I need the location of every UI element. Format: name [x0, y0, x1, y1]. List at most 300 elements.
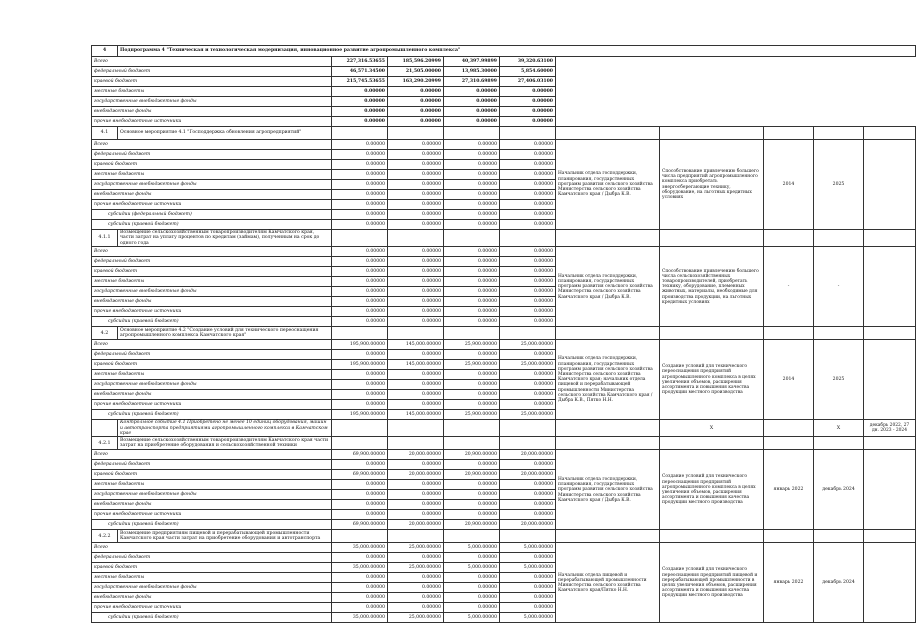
- budget-value: 0.00000: [444, 317, 500, 327]
- budget-value: 0.00000: [388, 117, 444, 127]
- empty-cell: [444, 327, 500, 340]
- empty-cell: [500, 530, 556, 543]
- budget-value: 0.00000: [388, 247, 444, 257]
- budget-source-label: федеральный бюджет: [92, 460, 332, 470]
- budget-value: 20,000.00000: [500, 520, 556, 530]
- empty-cell: [764, 530, 814, 543]
- empty-cell: [388, 530, 444, 543]
- empty-cell: [814, 127, 864, 140]
- budget-value: 0.00000: [444, 370, 500, 380]
- budget-value: 0.00000: [500, 350, 556, 360]
- budget-value: 0.00000: [500, 210, 556, 220]
- checkpoint-date: декабрь 2022, 27 дн. 2023 - 2024: [864, 420, 916, 437]
- empty-cell: [556, 57, 916, 127]
- budget-value: 0.00000: [388, 210, 444, 220]
- empty-cell: [764, 420, 814, 437]
- start-date: 2014: [764, 340, 814, 420]
- budget-value: 0.00000: [332, 500, 388, 510]
- budget-value: 0.00000: [444, 170, 500, 180]
- budget-value: 0.00000: [388, 307, 444, 317]
- budget-value: 0.00000: [444, 107, 500, 117]
- end-date: -: [814, 247, 864, 327]
- budget-value: 0.00000: [388, 460, 444, 470]
- budget-value: 20,900.00000: [444, 520, 500, 530]
- budget-source-label: прочие внебюджетные источники: [92, 200, 332, 210]
- budget-value: 0.00000: [500, 87, 556, 97]
- budget-value: 0.00000: [332, 87, 388, 97]
- budget-value: 0.00000: [388, 390, 444, 400]
- expected-result: Создание условий для технического переоснащения предприятий пищевой и перерабатывающей промышленности в целях увеличения объемов, расширения ассортимента и повышения качества продукции местного производства: [660, 543, 764, 623]
- budget-value: 0.00000: [388, 593, 444, 603]
- empty-cell: [556, 530, 660, 543]
- budget-value: 0.00000: [444, 307, 500, 317]
- budget-value: 0.00000: [388, 87, 444, 97]
- empty-cell: [444, 530, 500, 543]
- empty-cell: [388, 437, 444, 450]
- budget-value: 0.00000: [332, 200, 388, 210]
- budget-value: 0.00000: [500, 97, 556, 107]
- budget-source-label: внебюджетные фонды: [92, 297, 332, 307]
- budget-value: 0.00000: [444, 490, 500, 500]
- budget-value: 0.00000: [444, 593, 500, 603]
- budget-value: 39,320.63100: [500, 57, 556, 67]
- budget-value: 5,000.00000: [444, 563, 500, 573]
- budget-value: 69,900.00000: [332, 520, 388, 530]
- budget-source-label: Всего: [92, 247, 332, 257]
- budget-value: 0.00000: [388, 267, 444, 277]
- empty-cell: [556, 127, 660, 140]
- budget-value: 163,290.20999: [388, 77, 444, 87]
- event-index: 4.1.1: [92, 230, 118, 247]
- budget-source-label: местные бюджеты: [92, 480, 332, 490]
- empty-cell: [814, 437, 864, 450]
- budget-value: 0.00000: [388, 220, 444, 230]
- budget-value: 0.00000: [500, 370, 556, 380]
- empty-cell: [864, 140, 916, 230]
- event-title: Возмещение предприятиям пищевой и перерабатывающей промышленности Камчатского края части затрат на приобретение оборудования и автотранспорта: [118, 530, 332, 543]
- budget-value: 195,900.00000: [332, 360, 388, 370]
- end-date: декабрь 2024: [814, 450, 864, 530]
- budget-value: 25,000.00000: [500, 410, 556, 420]
- empty-cell: [556, 437, 660, 450]
- budget-value: 0.00000: [388, 190, 444, 200]
- budget-value: 5,854.60000: [500, 67, 556, 77]
- budget-value: 0.00000: [388, 317, 444, 327]
- empty-cell: [660, 230, 764, 247]
- budget-value: 0.00000: [444, 277, 500, 287]
- budget-value: 0.00000: [500, 140, 556, 150]
- budget-value: 0.00000: [388, 200, 444, 210]
- budget-source-label: краевой бюджет: [92, 563, 332, 573]
- budget-value: 0.00000: [388, 257, 444, 267]
- budget-value: 20,000.00000: [500, 450, 556, 460]
- budget-value: 20,900.00000: [444, 450, 500, 460]
- budget-value: 35,000.00000: [332, 613, 388, 623]
- budget-source-label: прочие внебюджетные источники: [92, 603, 332, 613]
- budget-value: 0.00000: [444, 573, 500, 583]
- budget-value: 0.00000: [500, 380, 556, 390]
- expected-result: Создание условий для технического переоснащения предприятий агропромышленного комплекса в целях увеличения объемов, расширения ассортимента и повышения качества продукции местного производства: [660, 340, 764, 420]
- empty-cell: [556, 327, 660, 340]
- budget-value: 0.00000: [444, 97, 500, 107]
- budget-value: 0.00000: [388, 583, 444, 593]
- budget-value: 0.00000: [388, 603, 444, 613]
- budget-value: 27,406.03100: [500, 77, 556, 87]
- budget-source-label: прочие внебюджетные источники: [92, 307, 332, 317]
- budget-value: 69,900.00000: [332, 470, 388, 480]
- budget-value: 0.00000: [388, 180, 444, 190]
- budget-table: [91, 45, 916, 623]
- budget-value: 35,000.00000: [332, 563, 388, 573]
- budget-value: 0.00000: [500, 287, 556, 297]
- budget-source-label: государственные внебюджетные фонды: [92, 490, 332, 500]
- budget-value: 0.00000: [500, 490, 556, 500]
- expected-result: Создание условий для технического переоснащения предприятий агропромышленного комплекса в целях увеличения объемов, расширения ассортимента и повышения качества продукции местного производства: [660, 450, 764, 530]
- budget-value: 0.00000: [332, 210, 388, 220]
- budget-source-label: Всего: [92, 57, 332, 67]
- event-title: Основное мероприятие 4.1 "Господдержка обновления агропредприятий": [118, 127, 332, 140]
- budget-source-label: прочие внебюджетные источники: [92, 400, 332, 410]
- budget-source-label: субсидии (краевой бюджет): [92, 613, 332, 623]
- budget-row: [92, 450, 916, 460]
- budget-row: [92, 543, 916, 553]
- budget-value: 0.00000: [500, 200, 556, 210]
- budget-value: 20,900.00000: [444, 470, 500, 480]
- budget-value: 0.00000: [332, 307, 388, 317]
- event-title-row: [92, 437, 916, 450]
- empty-cell: [814, 327, 864, 340]
- budget-value: 0.00000: [500, 500, 556, 510]
- budget-source-label: краевой бюджет: [92, 267, 332, 277]
- budget-value: 0.00000: [388, 97, 444, 107]
- budget-row: [92, 140, 916, 150]
- budget-source-label: прочие внебюджетные источники: [92, 117, 332, 127]
- budget-value: 195,900.00000: [332, 340, 388, 350]
- budget-value: 0.00000: [388, 140, 444, 150]
- budget-value: 0.00000: [444, 257, 500, 267]
- program-budget-row: [92, 57, 916, 67]
- budget-source-label: местные бюджеты: [92, 370, 332, 380]
- event-title: Основное мероприятие 4.2 "Создание условий для технического переоснащения агропромышленного комплекса Камчатского края": [118, 327, 332, 340]
- budget-value: 0.00000: [444, 160, 500, 170]
- budget-value: 0.00000: [388, 150, 444, 160]
- budget-table-sheet: [91, 45, 911, 623]
- empty-cell: [864, 437, 916, 450]
- empty-cell: [388, 230, 444, 247]
- budget-value: 0.00000: [500, 277, 556, 287]
- empty-cell: [92, 420, 118, 437]
- empty-cell: [764, 127, 814, 140]
- budget-value: 27,310.69899: [444, 77, 500, 87]
- budget-value: 0.00000: [444, 287, 500, 297]
- budget-value: 0.00000: [500, 297, 556, 307]
- budget-value: 0.00000: [332, 573, 388, 583]
- budget-source-label: местные бюджеты: [92, 277, 332, 287]
- budget-source-label: краевой бюджет: [92, 160, 332, 170]
- budget-value: 0.00000: [332, 117, 388, 127]
- budget-row: [92, 247, 916, 257]
- start-date: январь 2022: [764, 543, 814, 623]
- empty-cell: [660, 530, 764, 543]
- budget-source-label: государственные внебюджетные фонды: [92, 380, 332, 390]
- budget-value: 0.00000: [332, 297, 388, 307]
- budget-value: 0.00000: [444, 180, 500, 190]
- empty-cell: [500, 127, 556, 140]
- budget-value: 0.00000: [444, 603, 500, 613]
- budget-value: 0.00000: [388, 510, 444, 520]
- event-index: 4.1: [92, 127, 118, 140]
- budget-value: 0.00000: [500, 160, 556, 170]
- budget-value: 0.00000: [444, 200, 500, 210]
- budget-value: 0.00000: [444, 380, 500, 390]
- empty-cell: [764, 327, 814, 340]
- budget-value: 5,000.00000: [444, 543, 500, 553]
- budget-value: 0.00000: [332, 247, 388, 257]
- program-title: Подпрограмма 4 "Техническая и технологическая модернизация, инновационное развитие агропромышленного комплекса": [118, 46, 916, 57]
- budget-value: 0.00000: [332, 190, 388, 200]
- empty-cell: [332, 420, 388, 437]
- budget-source-label: государственные внебюджетные фонды: [92, 583, 332, 593]
- budget-value: 0.00000: [332, 490, 388, 500]
- budget-value: 0.00000: [332, 583, 388, 593]
- budget-value: 0.00000: [388, 160, 444, 170]
- empty-cell: [864, 127, 916, 140]
- responsible-person: Начальник отдела пищевой и перерабатывающей промышленности Министерства сельского хозяйства Камчатского края/Пятко Н.Н.: [556, 543, 660, 623]
- start-date: -: [764, 247, 814, 327]
- budget-value: 0.00000: [332, 317, 388, 327]
- empty-cell: [388, 127, 444, 140]
- budget-value: 21,505.00000: [388, 67, 444, 77]
- event-title: Возмещение сельскохозяйственным товаропроизводителям Камчатского края части затрат на приобретение оборудования и сельскохозяйственной техники: [118, 437, 332, 450]
- budget-source-label: внебюджетные фонды: [92, 190, 332, 200]
- budget-value: 0.00000: [444, 553, 500, 563]
- budget-value: 0.00000: [332, 603, 388, 613]
- budget-value: 145,000.00000: [388, 410, 444, 420]
- budget-value: 0.00000: [500, 603, 556, 613]
- budget-value: 0.00000: [388, 170, 444, 180]
- budget-value: 145,000.00000: [388, 340, 444, 350]
- budget-value: 0.00000: [388, 380, 444, 390]
- budget-source-label: краевой бюджет: [92, 77, 332, 87]
- budget-value: 0.00000: [388, 370, 444, 380]
- budget-value: 0.00000: [500, 220, 556, 230]
- budget-value: 0.00000: [444, 247, 500, 257]
- budget-value: 35,000.00000: [332, 543, 388, 553]
- empty-cell: [864, 543, 916, 623]
- budget-value: 0.00000: [332, 593, 388, 603]
- budget-value: 0.00000: [332, 180, 388, 190]
- event-title: Возмещение сельскохозяйственным товаропроизводителям Камчатского края, части затрат на уплату процентов по кредитам (займам), полученным на срок до одного года: [118, 230, 332, 247]
- budget-value: 5,000.00000: [500, 613, 556, 623]
- empty-cell: [388, 327, 444, 340]
- budget-value: 0.00000: [332, 480, 388, 490]
- budget-value: 0.00000: [500, 583, 556, 593]
- budget-value: 0.00000: [388, 277, 444, 287]
- empty-cell: [500, 437, 556, 450]
- budget-value: 0.00000: [500, 247, 556, 257]
- empty-cell: [556, 420, 660, 437]
- budget-source-label: субсидии (краевой бюджет): [92, 220, 332, 230]
- budget-value: 0.00000: [500, 117, 556, 127]
- budget-value: 0.00000: [388, 297, 444, 307]
- budget-value: 0.00000: [332, 97, 388, 107]
- event-title-row: [92, 530, 916, 543]
- budget-value: 0.00000: [332, 267, 388, 277]
- budget-value: 0.00000: [444, 400, 500, 410]
- budget-value: 0.00000: [444, 350, 500, 360]
- budget-row: [92, 340, 916, 350]
- budget-value: 0.00000: [500, 107, 556, 117]
- budget-source-label: федеральный бюджет: [92, 350, 332, 360]
- budget-value: 227,316.53655: [332, 57, 388, 67]
- budget-value: 0.00000: [500, 307, 556, 317]
- budget-source-label: местные бюджеты: [92, 170, 332, 180]
- end-date: декабрь 2024: [814, 543, 864, 623]
- end-date: 2025: [814, 340, 864, 420]
- budget-value: 0.00000: [388, 553, 444, 563]
- budget-value: 0.00000: [332, 553, 388, 563]
- empty-cell: [444, 230, 500, 247]
- budget-source-label: государственные внебюджетные фонды: [92, 287, 332, 297]
- empty-cell: [332, 437, 388, 450]
- budget-value: 0.00000: [500, 190, 556, 200]
- budget-value: 0.00000: [332, 380, 388, 390]
- empty-cell: [332, 230, 388, 247]
- budget-source-label: федеральный бюджет: [92, 553, 332, 563]
- budget-value: 5,000.00000: [444, 613, 500, 623]
- start-date: 2014: [764, 140, 814, 230]
- budget-value: 46,571.34500: [332, 67, 388, 77]
- budget-source-label: прочие внебюджетные источники: [92, 510, 332, 520]
- budget-value: 25,000.00000: [388, 543, 444, 553]
- budget-source-label: местные бюджеты: [92, 87, 332, 97]
- budget-source-label: субсидии (краевой бюджет): [92, 410, 332, 420]
- budget-source-label: федеральный бюджет: [92, 150, 332, 160]
- budget-value: 0.00000: [444, 510, 500, 520]
- budget-source-label: субсидии (краевой бюджет): [92, 317, 332, 327]
- budget-value: 215,745.53655: [332, 77, 388, 87]
- checkpoint-x-mark: X: [660, 420, 764, 437]
- budget-value: 0.00000: [332, 350, 388, 360]
- budget-value: 0.00000: [444, 583, 500, 593]
- budget-value: 0.00000: [444, 87, 500, 97]
- budget-value: 5,000.00000: [500, 543, 556, 553]
- budget-value: 0.00000: [444, 117, 500, 127]
- budget-value: 0.00000: [388, 287, 444, 297]
- budget-value: 0.00000: [388, 490, 444, 500]
- budget-value: 0.00000: [500, 460, 556, 470]
- budget-value: 0.00000: [500, 510, 556, 520]
- empty-cell: [864, 530, 916, 543]
- budget-value: 0.00000: [444, 500, 500, 510]
- budget-value: 0.00000: [332, 170, 388, 180]
- empty-cell: [444, 437, 500, 450]
- budget-value: 0.00000: [332, 107, 388, 117]
- budget-value: 0.00000: [500, 180, 556, 190]
- budget-source-label: Всего: [92, 543, 332, 553]
- empty-cell: [764, 230, 814, 247]
- empty-cell: [764, 437, 814, 450]
- responsible-person: Начальник отдела господдержки, планирования, государственных программ развития сельского хозяйства Министерства сельского хозяйства Камчатского края / Дыбра К.В.: [556, 450, 660, 530]
- empty-cell: [660, 327, 764, 340]
- budget-value: 0.00000: [444, 460, 500, 470]
- table-body: [92, 46, 916, 623]
- budget-value: 0.00000: [332, 390, 388, 400]
- budget-value: 0.00000: [500, 573, 556, 583]
- budget-value: 0.00000: [388, 107, 444, 117]
- responsible-person: Начальник отдела господдержки, планирования, государственных программ развития сельского хозяйства Министерства сельского хозяйства Камчатского края; начальник отдела пищевой и перерабатывающей промышленности Министерства сельского хозяйства Камчатского края / Дыбра К.В., Пятко Н.Н.: [556, 340, 660, 420]
- empty-cell: [444, 420, 500, 437]
- program-index: 4: [92, 46, 118, 57]
- event-title-row: [92, 127, 916, 140]
- empty-cell: [864, 327, 916, 340]
- budget-value: 20,000.00000: [388, 450, 444, 460]
- budget-value: 0.00000: [444, 480, 500, 490]
- budget-value: 185,596.20999: [388, 57, 444, 67]
- budget-source-label: внебюджетные фонды: [92, 390, 332, 400]
- budget-value: 195,900.00000: [332, 410, 388, 420]
- budget-value: 40,397.99899: [444, 57, 500, 67]
- budget-value: 0.00000: [332, 160, 388, 170]
- end-date: 2025: [814, 140, 864, 230]
- empty-cell: [660, 127, 764, 140]
- event-index: 4.2.2: [92, 530, 118, 543]
- budget-source-label: внебюджетные фонды: [92, 500, 332, 510]
- budget-value: 0.00000: [444, 220, 500, 230]
- budget-value: 25,000.00000: [500, 340, 556, 350]
- budget-value: 25,000.00000: [388, 613, 444, 623]
- empty-cell: [332, 127, 388, 140]
- budget-value: 5,000.00000: [500, 563, 556, 573]
- budget-value: 0.00000: [332, 150, 388, 160]
- budget-source-label: государственные внебюджетные фонды: [92, 97, 332, 107]
- event-title-row: [92, 327, 916, 340]
- empty-cell: [864, 340, 916, 420]
- budget-source-label: местные бюджеты: [92, 573, 332, 583]
- budget-value: 25,900.00000: [444, 410, 500, 420]
- budget-value: 0.00000: [444, 390, 500, 400]
- budget-value: 0.00000: [500, 390, 556, 400]
- budget-source-label: субсидии (краевой бюджет): [92, 520, 332, 530]
- expected-result: Способствование привлечению большего числа сельскохозяйственных товаропроизводителей, приобретать технику, оборудование, племенных животных, материалы, необходимые для производства продукции, на льготных кредитных условиях: [660, 247, 764, 327]
- empty-cell: [814, 230, 864, 247]
- budget-value: 0.00000: [332, 287, 388, 297]
- budget-source-label: государственные внебюджетные фонды: [92, 180, 332, 190]
- expected-result: Способствование привлечению большего числа предприятий агропромышленного комплекса приобретать энергосберегающие технику, оборудование, на льготных кредитных условиях: [660, 140, 764, 230]
- empty-cell: [500, 327, 556, 340]
- budget-value: 20,000.00000: [388, 520, 444, 530]
- budget-source-label: федеральный бюджет: [92, 257, 332, 267]
- budget-value: 25,000.00000: [500, 360, 556, 370]
- budget-value: 0.00000: [444, 140, 500, 150]
- checkpoint-row: [92, 420, 916, 437]
- empty-cell: [864, 247, 916, 327]
- budget-value: 0.00000: [500, 317, 556, 327]
- budget-value: 0.00000: [332, 460, 388, 470]
- budget-value: 0.00000: [444, 190, 500, 200]
- budget-source-label: краевой бюджет: [92, 470, 332, 480]
- budget-value: 0.00000: [332, 220, 388, 230]
- empty-cell: [332, 327, 388, 340]
- budget-value: 0.00000: [332, 277, 388, 287]
- budget-value: 0.00000: [500, 553, 556, 563]
- budget-source-label: внебюджетные фонды: [92, 593, 332, 603]
- budget-value: 25,900.00000: [444, 340, 500, 350]
- checkpoint-x-mark: X: [814, 420, 864, 437]
- budget-source-label: субсидии (федеральный бюджет): [92, 210, 332, 220]
- budget-value: 0.00000: [500, 593, 556, 603]
- budget-value: 145,000.00000: [388, 360, 444, 370]
